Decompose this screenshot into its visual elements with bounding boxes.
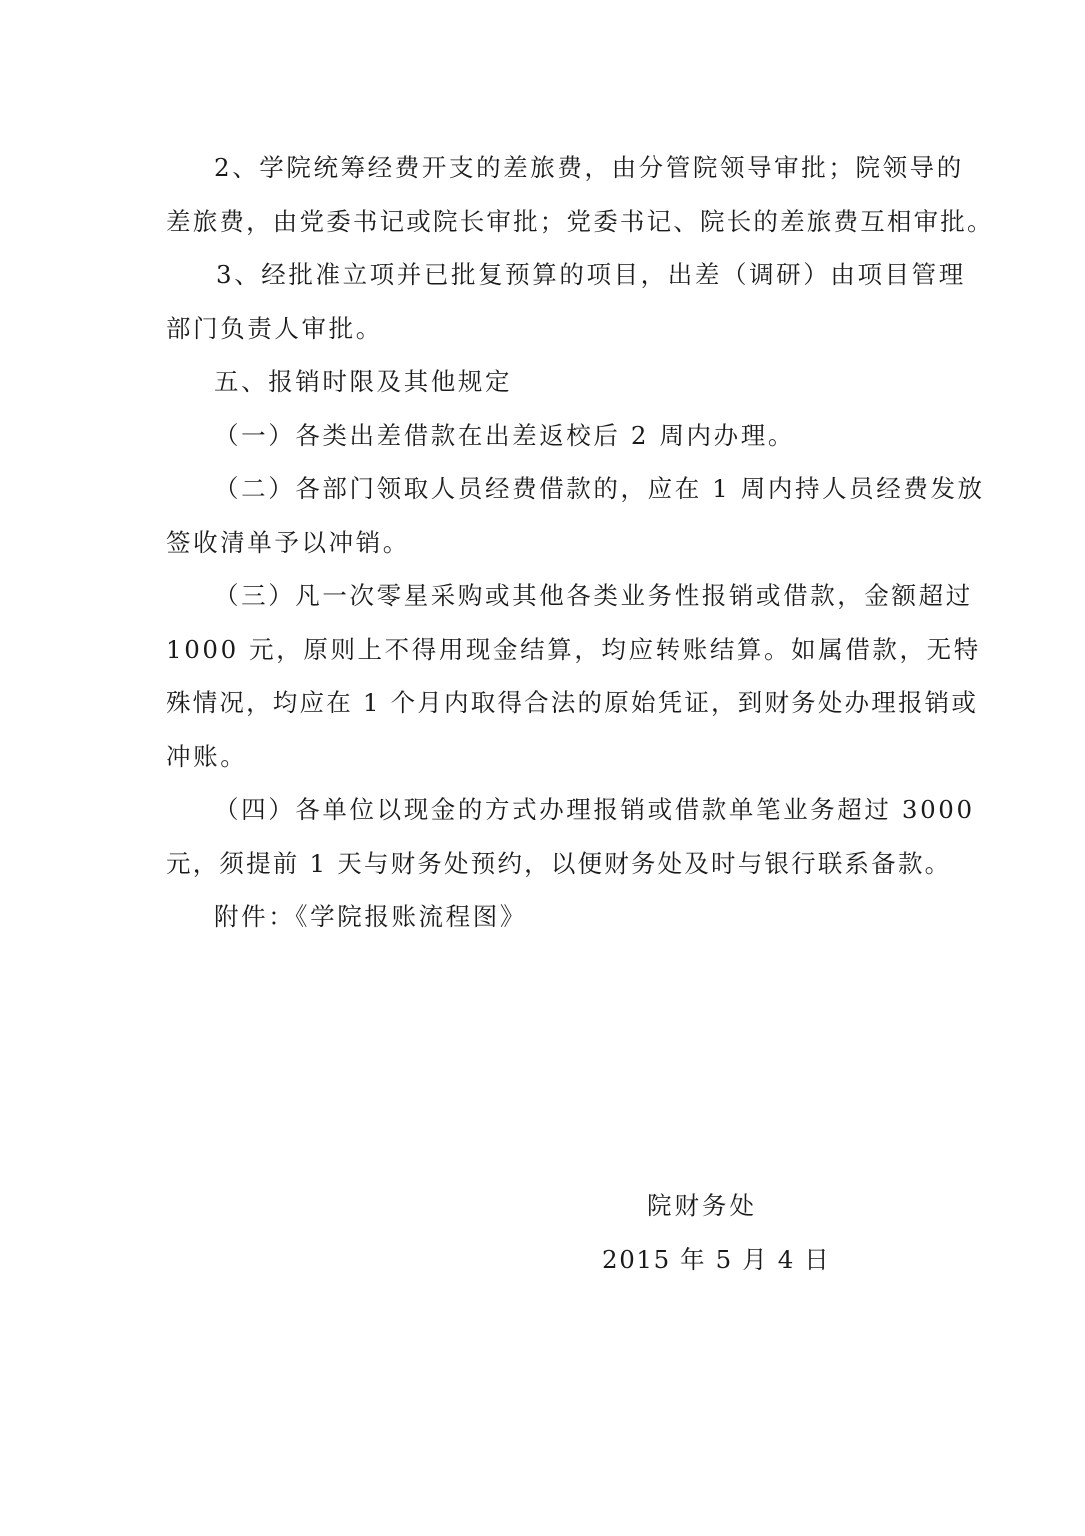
paragraph-line: 元，须提前 1 天与财务处预约，以便财务处及时与银行联系备款。 bbox=[166, 848, 952, 878]
paragraph-line: 2、学院统筹经费开支的差旅费，由分管院领导审批；院领导的 bbox=[214, 153, 964, 182]
paragraph-line: 冲账。 bbox=[166, 741, 248, 771]
paragraph-line: 1000 元，原则上不得用现金结算，均应转账结算。如属借款，无特 bbox=[166, 634, 981, 664]
paragraph-line: 差旅费，由党委书记或院长审批；党委书记、院长的差旅费互相审批。 bbox=[166, 206, 994, 236]
paragraph-line: （一）各类出差借款在出差返校后 2 周内办理。 bbox=[214, 420, 795, 450]
signature-organization: 院财务处 bbox=[647, 1191, 757, 1220]
section-heading: 五、报销时限及其他规定 bbox=[214, 367, 513, 396]
paragraph-line: 3、经批准立项并已批复预算的项目，出差（调研）由项目管理 bbox=[216, 260, 966, 289]
paragraph-line: 部门负责人审批。 bbox=[166, 313, 383, 343]
signature-date: 2015 年 5 月 4 日 bbox=[602, 1245, 831, 1274]
document-body bbox=[166, 146, 994, 949]
paragraph-line: （三）凡一次零星采购或其他各类业务性报销或借款，金额超过 bbox=[214, 581, 973, 610]
paragraph-line: 签收清单予以冲销。 bbox=[166, 527, 410, 557]
attachment-line: 附件：《学院报账流程图》 bbox=[214, 902, 527, 931]
paragraph-line: 殊情况，均应在 1 个月内取得合法的原始凭证，到财务处办理报销或 bbox=[166, 688, 979, 717]
paragraph-line: （二）各部门领取人员经费借款的，应在 1 周内持人员经费发放 bbox=[214, 474, 985, 503]
paragraph-line: （四）各单位以现金的方式办理报销或借款单笔业务超过 3000 bbox=[214, 795, 975, 824]
